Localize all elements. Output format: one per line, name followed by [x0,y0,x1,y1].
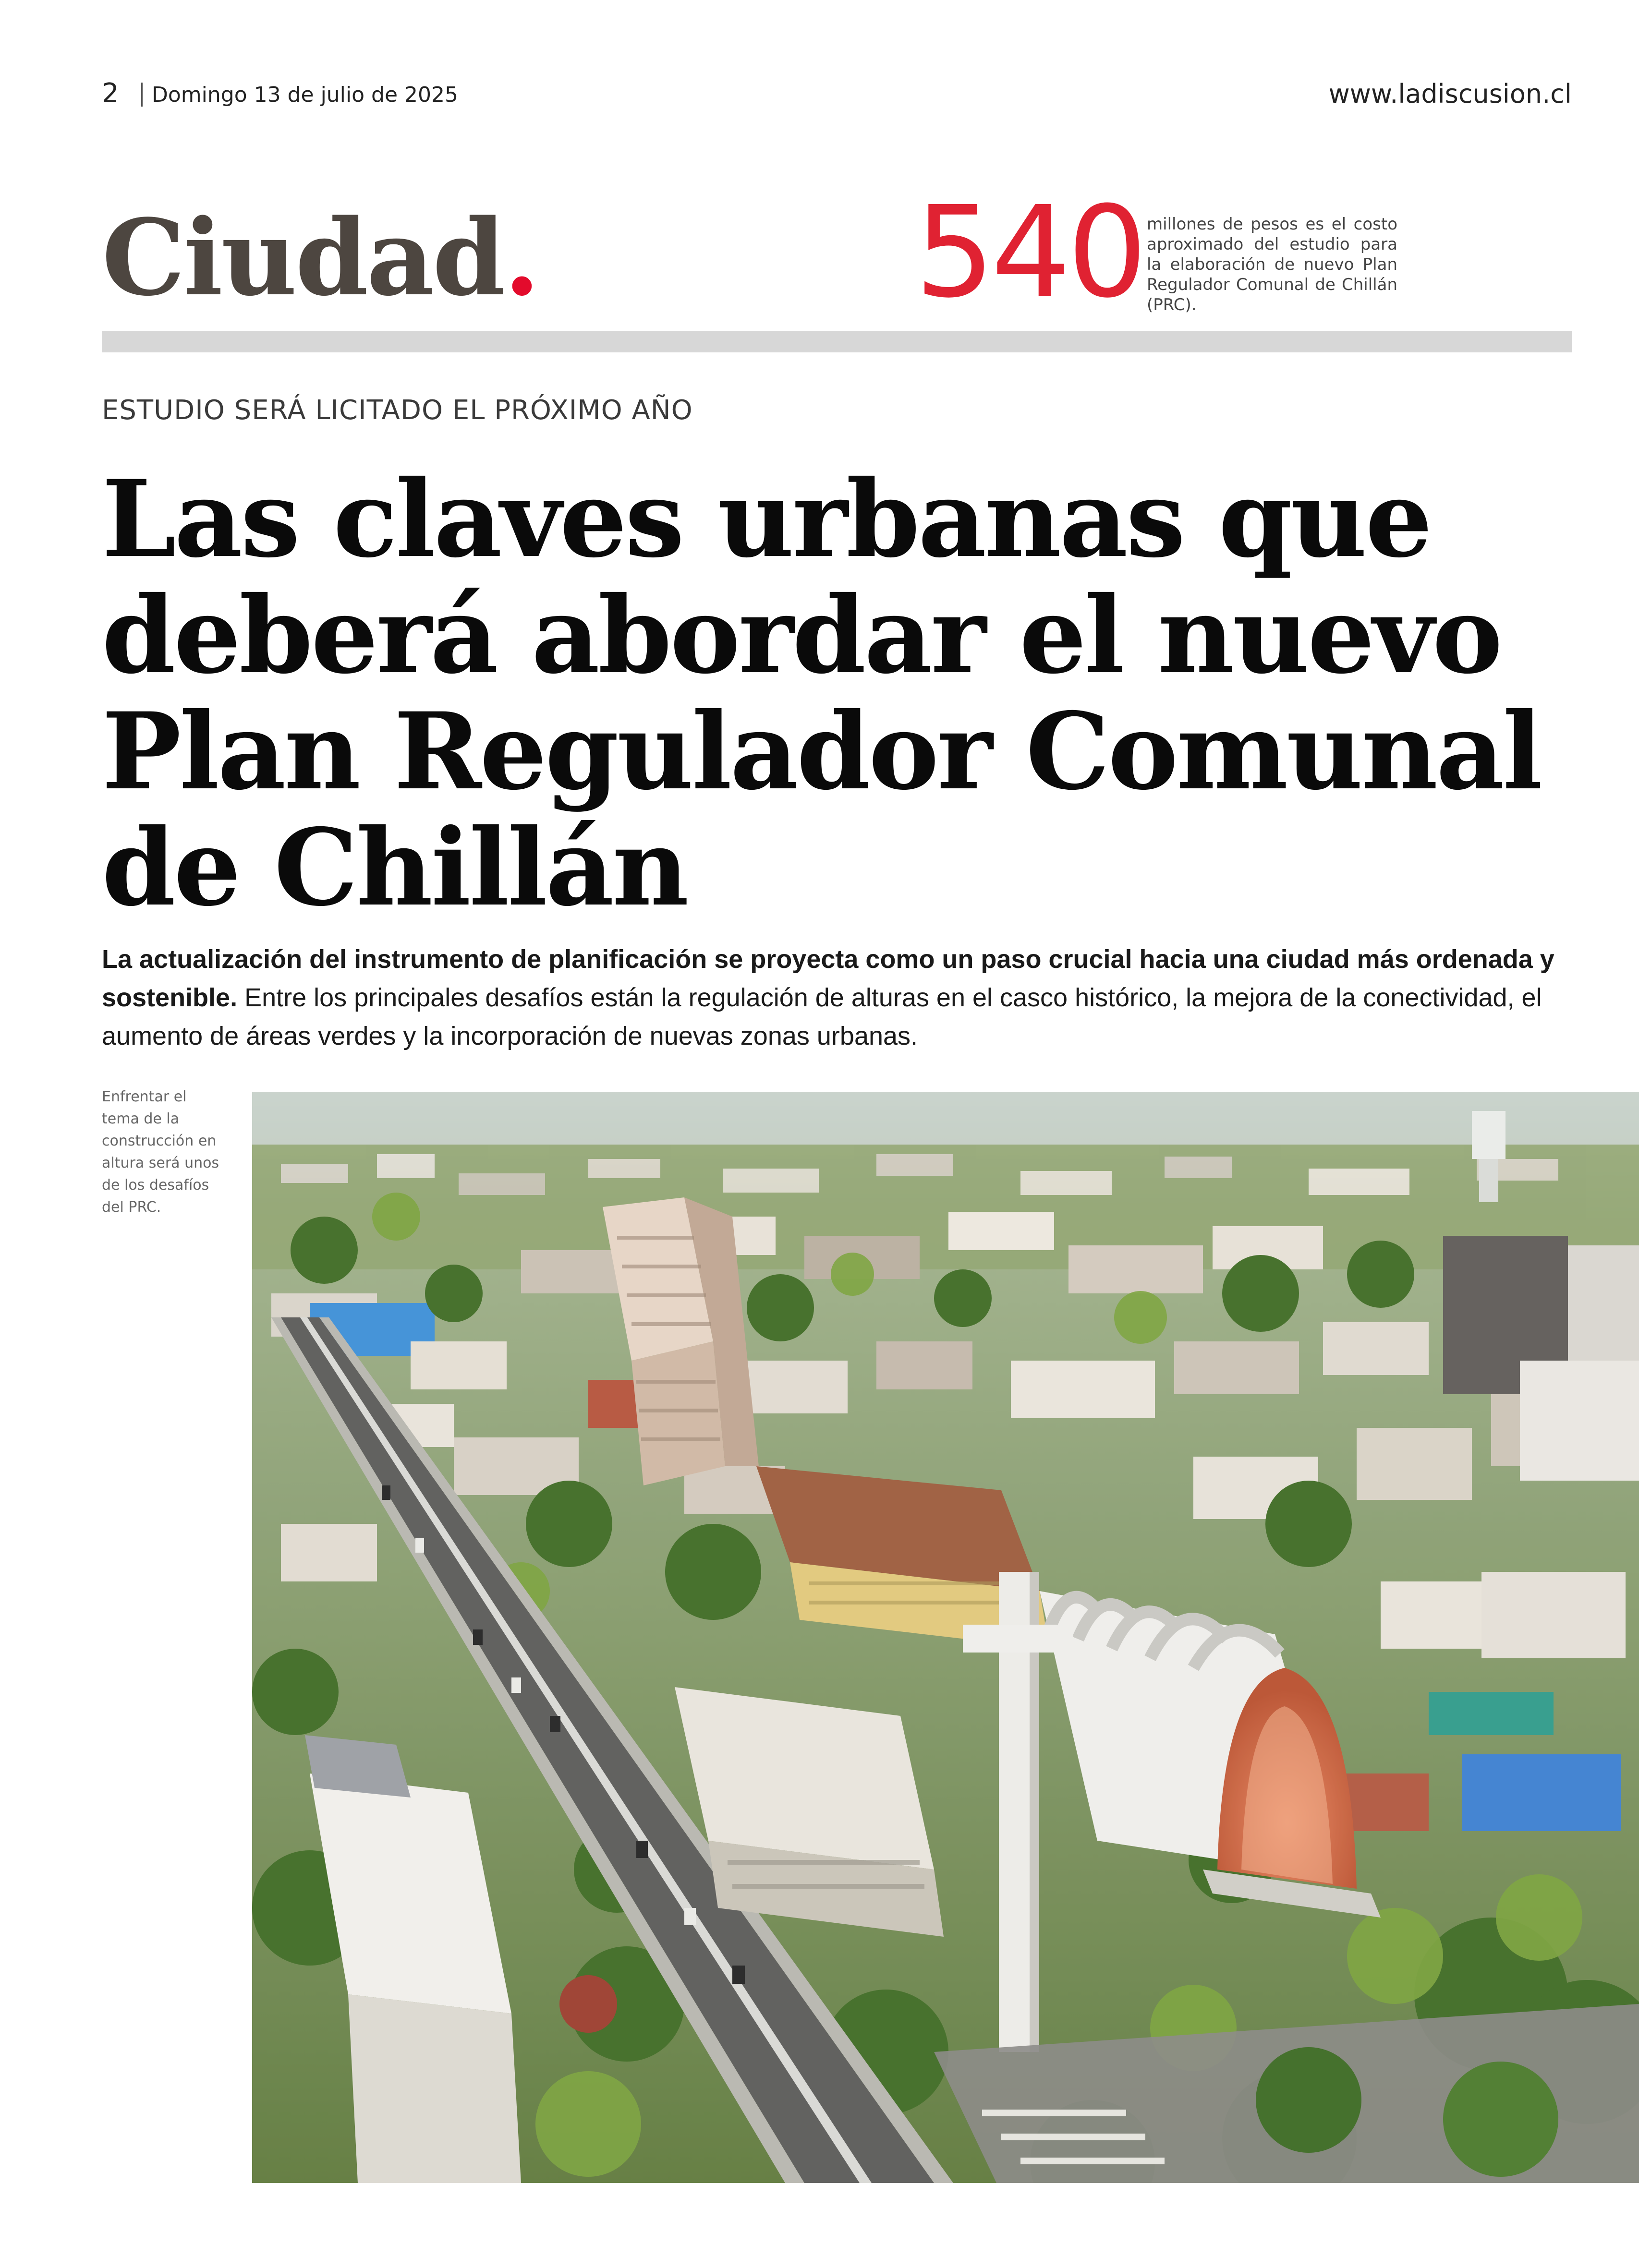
page-number: 2 [102,78,119,109]
article-deck-body: Entre los principales desafíos están la regulación de alturas en el casco histórico, la mejora de la conectividad, el aumento de áreas verdes y la incorporación de nuevas zonas urbanas. [102,983,1542,1050]
article-deck-lead: La actualización del instrumento de planificación se proyecta como un paso crucial hacia una ciudad más ordenada y sostenible. [102,945,1554,1012]
issue-date: Domingo 13 de julio de 2025 [152,83,458,107]
aerial-city-photo [252,1092,1639,2183]
article-kicker: ESTUDIO SERÁ LICITADO EL PRÓXIMO AÑO [102,395,693,426]
section-title-text: Ciudad [102,196,504,319]
website-link[interactable]: www.ladiscusion.cl [1328,79,1572,109]
section-title [102,196,538,319]
article-headline: Las claves urbanas que deberá abordar el nuevo Plan Regulador Comunal de Chillán [102,457,1541,929]
stat-description: millones de pesos es el costo aproximado del estudio para la elaboración de nuevo Plan Regulador Comunal de Chillán (PRC). [1147,215,1397,314]
aerial-city-illustration [252,1092,1639,2183]
page-header [102,72,1572,125]
photo-caption: Enfrentar el tema de la construcción en altura será unos de los desafíos del PRC. [102,1088,219,1216]
stat-number: 540 [915,179,1144,326]
section-title-dot: . [503,196,538,319]
section-rule [102,331,1572,352]
article-deck [102,940,1571,1055]
header-divider [141,83,143,107]
